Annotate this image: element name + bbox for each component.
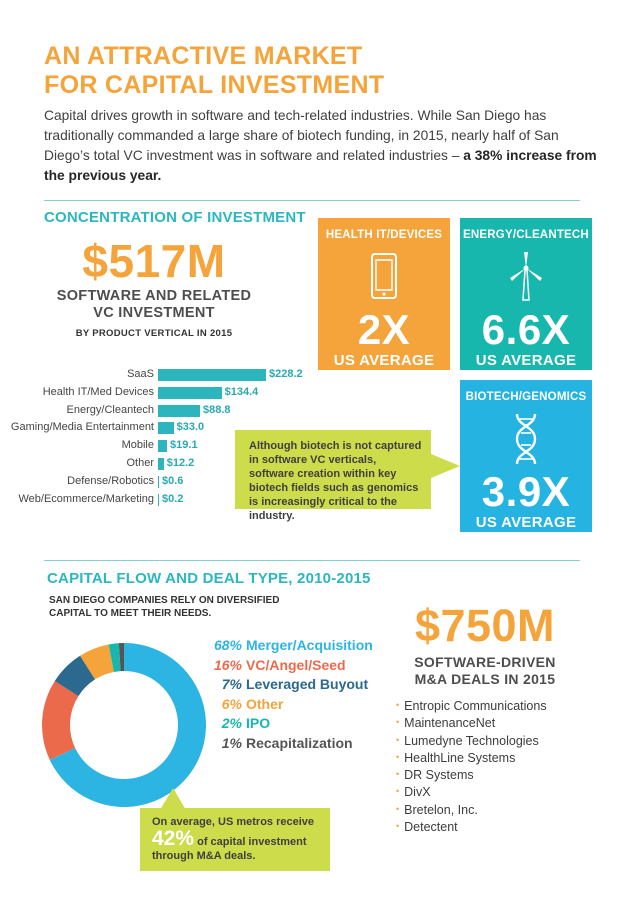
title-line-2: FOR CAPITAL INVESTMENT bbox=[44, 71, 385, 99]
callout-pointer-icon bbox=[160, 788, 186, 810]
legend-label: Merger/Acquisition bbox=[246, 637, 373, 653]
legend-label: VC/Angel/Seed bbox=[246, 656, 346, 673]
callout-arrow-icon bbox=[431, 454, 461, 478]
stat-biotech-value: 3.9X bbox=[481, 468, 571, 515]
title-line-1: AN ATTRACTIVE MARKET bbox=[44, 42, 363, 70]
mna-callout-line-2 bbox=[152, 829, 320, 849]
stat-energy bbox=[460, 218, 592, 370]
mna-subtitle-line-1: SOFTWARE-DRIVEN bbox=[414, 654, 556, 670]
bar-category-label: Mobile bbox=[121, 439, 154, 452]
mna-subtitle bbox=[400, 654, 570, 688]
wind-turbine-icon bbox=[504, 250, 548, 302]
bar bbox=[158, 476, 159, 488]
bar-category-label: Health IT/Med Devices bbox=[42, 385, 154, 398]
company-list-item: • Detectent bbox=[396, 819, 596, 836]
legend-item bbox=[206, 735, 353, 751]
company-list-item: • DivX bbox=[396, 784, 596, 801]
mna-callout-percent: 42% bbox=[152, 827, 195, 850]
company-list-item: • Lumedyne Technologies bbox=[396, 733, 596, 750]
bar-category-label: Energy/Cleantech bbox=[66, 403, 154, 416]
biotech-callout-text: Although biotech is not captured in software VC verticals, software creation within key biotech fields such as genomics is increasingly critical to the industry. bbox=[249, 440, 422, 522]
bar-value-label: $0.6 bbox=[162, 474, 184, 487]
bar-value-label: $134.4 bbox=[224, 385, 259, 398]
mna-callout-line-2-text: of capital investment bbox=[197, 836, 307, 848]
chart-caption: BY PRODUCT VERTICAL IN 2015 bbox=[75, 328, 233, 339]
bar-value-label: $88.8 bbox=[203, 403, 231, 416]
bar-value-label: $19.1 bbox=[170, 439, 198, 452]
bar bbox=[158, 369, 266, 381]
capital-flow-subheading-line-1: SAN DIEGO COMPANIES RELY ON DIVERSIFIED bbox=[49, 595, 280, 606]
bar-category-label: Defense/Robotics bbox=[67, 474, 154, 487]
legend-label: Other bbox=[246, 695, 284, 712]
software-vc-subtitle-line-2: VC INVESTMENT bbox=[93, 305, 215, 321]
legend-label: Recapitalization bbox=[246, 735, 353, 751]
stat-health-subtitle: US AVERAGE bbox=[333, 352, 435, 369]
legend-percent: 6% bbox=[221, 695, 242, 712]
stat-biotech bbox=[460, 380, 592, 532]
deal-type-donut-chart bbox=[40, 641, 208, 809]
bar-category-label: Gaming/Media Entertainment bbox=[10, 421, 154, 434]
biotech-callout bbox=[235, 430, 431, 522]
legend-percent: 1% bbox=[221, 735, 242, 751]
legend-item bbox=[206, 637, 373, 653]
mna-callout-line-3: through M&A deals. bbox=[152, 850, 256, 862]
mna-subtitle-line-2: M&A DEALS IN 2015 bbox=[414, 671, 556, 687]
company-list-item: • Entropic Communications bbox=[396, 698, 596, 715]
stat-health-value: 2X bbox=[357, 306, 411, 353]
legend-percent: 68% bbox=[213, 637, 242, 653]
tablet-icon bbox=[369, 252, 399, 302]
divider-middle bbox=[44, 560, 580, 561]
bar bbox=[158, 405, 200, 417]
deal-type-legend bbox=[206, 637, 406, 757]
mna-amount: $750M bbox=[414, 600, 556, 651]
legend-label: IPO bbox=[246, 715, 271, 732]
stat-energy-title: ENERGY/CLEANTECH bbox=[463, 229, 589, 241]
company-list-item: • Bretelon, Inc. bbox=[396, 802, 596, 819]
concentration-heading: CONCENTRATION OF INVESTMENT bbox=[44, 209, 306, 226]
capital-flow-subheading-line-2: CAPITAL TO MEET THEIR NEEDS. bbox=[49, 608, 212, 619]
bar-value-label: $0.2 bbox=[162, 492, 184, 505]
donut-segment-vc-angel-seed bbox=[42, 681, 78, 760]
software-vc-subtitle-line-1: SOFTWARE AND RELATED bbox=[56, 288, 252, 304]
stat-health-title: HEALTH IT/DEVICES bbox=[325, 229, 443, 241]
mna-company-list bbox=[396, 698, 596, 836]
intro-text: Capital drives growth in software and tech-related industries. While San Diego has traditionally commanded a large share of biotech funding, in 2015, nearly half of San Diego’s total VC investment was in software and related industries – bbox=[44, 108, 559, 163]
bar-value-label: $12.2 bbox=[166, 457, 195, 469]
legend-percent: 7% bbox=[221, 676, 242, 693]
capital-flow-heading: CAPITAL FLOW AND DEAL TYPE, 2010-2015 bbox=[47, 570, 371, 587]
bar-category-label: Other bbox=[126, 457, 154, 469]
bar-category-label: SaaS bbox=[127, 368, 154, 380]
intro-bold: a 38% increase from the previous year. bbox=[44, 148, 597, 183]
company-list-item: • HealthLine Systems bbox=[396, 750, 596, 767]
stat-energy-subtitle: US AVERAGE bbox=[475, 352, 577, 369]
bar bbox=[158, 494, 159, 506]
stat-biotech-title: BIOTECH/GENOMICS bbox=[465, 391, 587, 403]
bar bbox=[158, 440, 167, 452]
software-vc-amount: $517M bbox=[82, 235, 226, 287]
company-list-item: • DR Systems bbox=[396, 767, 596, 784]
bar bbox=[158, 387, 222, 399]
stat-energy-value: 6.6X bbox=[481, 306, 571, 353]
bar-value-label: $228.2 bbox=[269, 368, 303, 380]
mna-callout-line-1: On average, US metros receive bbox=[152, 816, 315, 828]
legend-item bbox=[206, 657, 346, 673]
legend-item bbox=[206, 715, 270, 731]
bar bbox=[158, 458, 164, 470]
bar-category-label: Web/Ecommerce/Marketing bbox=[18, 492, 154, 505]
legend-label: Leveraged Buyout bbox=[246, 676, 369, 693]
mna-callout bbox=[140, 808, 330, 871]
legend-item bbox=[206, 696, 283, 712]
dna-icon bbox=[511, 412, 541, 466]
stat-health-it bbox=[318, 218, 450, 370]
capital-flow-subheading bbox=[49, 594, 279, 620]
company-list-item: • MaintenanceNet bbox=[396, 715, 596, 732]
bar bbox=[158, 422, 174, 434]
legend-percent: 16% bbox=[213, 656, 242, 673]
stat-biotech-subtitle: US AVERAGE bbox=[475, 514, 577, 531]
bar-value-label: $33.0 bbox=[176, 421, 205, 434]
legend-percent: 2% bbox=[221, 715, 242, 732]
legend-item bbox=[206, 676, 368, 692]
